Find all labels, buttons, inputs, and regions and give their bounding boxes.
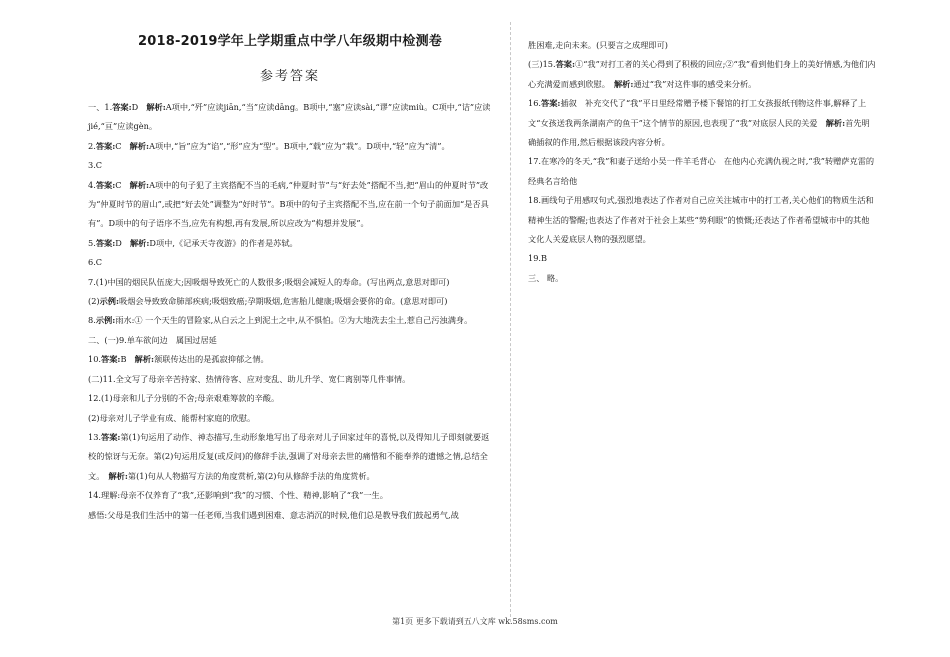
- answer-text: 7.(1)中国的烟民队伍庞大;因吸烟导致死亡的人数很多;吸烟会减短人的寿命。(写出两点,意思对即可): [88, 276, 450, 287]
- answer-text: 第(1)句从人物描写方法的角度赏析,第(2)句从修辞手法的角度赏析。: [127, 470, 375, 481]
- document-title: 2018-2019学年上学期重点中学八年级期中检测卷: [138, 34, 442, 49]
- answer-text: (三)15.: [528, 59, 556, 70]
- answer-label: 答案:: [101, 431, 121, 442]
- left-column: [88, 30, 492, 525]
- left-answers: [88, 98, 492, 525]
- answer-text: 17.在寒冷的冬天,“我”和妻子送给小吴一件羊毛背心 在他内心充满仇视之时,“我”转赠萨克雷的经典名言给他: [528, 156, 875, 186]
- answer-label: 解析:: [134, 354, 155, 365]
- answer-text: 插叙 补充交代了“我”平日里经常赠予楼下餐馆的打工女孩报纸刊物这件事,解释了上文“女孩送我两条湖南产的鱼干”这个情节的原因,也表现了“我”对底层人民的关爱: [528, 98, 867, 128]
- answer-text: 吸烟会导致致命肺部疾病;吸烟致癌;孕期吸烟,危害胎儿健康;吸烟会要你的命。(意思对即可): [119, 296, 448, 307]
- answer-label: 解析:: [825, 117, 846, 128]
- answer-text: 首先明确插叙的作用,然后根据该段内容分析。: [528, 117, 870, 148]
- answer-line: [528, 269, 876, 288]
- answer-line: [528, 249, 876, 268]
- answer-text: 19.B: [528, 253, 548, 264]
- answer-label: 解析:: [129, 140, 150, 151]
- answer-text: ①“我”对打工者的关心得到了积极的回应;②“我”看到他们身上的美好情感,为他们内心充满爱而感到欣慰。: [528, 59, 876, 89]
- answer-line: [88, 409, 492, 428]
- answer-label: 答案:: [95, 179, 116, 190]
- answer-text: (2): [88, 296, 100, 307]
- answer-label: 解析:: [129, 179, 150, 190]
- answer-line: [528, 191, 876, 249]
- answer-text: 5.: [88, 237, 96, 248]
- answer-label: 解析:: [613, 78, 634, 89]
- answer-line: [88, 311, 492, 330]
- answer-label: 答案:: [101, 354, 121, 365]
- answer-text: 一、1.: [88, 102, 113, 112]
- answer-text: 颔联传达出的是孤寂抑郁之情。: [154, 354, 269, 365]
- answer-text: 16.: [528, 98, 542, 109]
- answer-line: [88, 273, 492, 292]
- answer-text: 2.: [88, 140, 96, 151]
- answer-line: [88, 98, 492, 137]
- answer-label: 示例:: [95, 315, 116, 326]
- answer-line: [88, 506, 492, 525]
- answer-label: 解析:: [129, 237, 150, 248]
- answer-label: 答案:: [541, 98, 561, 109]
- answer-line: [88, 137, 492, 156]
- answer-text: C: [115, 179, 130, 190]
- answer-label: 解析:: [146, 102, 166, 112]
- answer-text: D: [131, 102, 147, 112]
- answer-text: 14.理解:母亲不仅养育了“我”,还影响到“我”的习惯、个性、精神,影响了“我”一生。: [88, 490, 388, 501]
- answer-text: 第(1)句运用了动作、神态描写,生动形象地写出了母亲对儿子回家过年的喜悦,以及得知儿子即刻就要返校的惊讶与无奈。第(2)句运用反复(或反问)的修辞手法,强调了对母亲去世的痛惜和不能奉养的遗憾之情,总结全文。: [88, 431, 490, 481]
- document-subtitle: 参考答案: [259, 69, 320, 84]
- answer-text: 二、(一)9.单车欲问边 属国过居延: [88, 334, 217, 345]
- answer-label: 示例:: [99, 296, 120, 307]
- answer-text: 6.C: [88, 257, 103, 268]
- answer-line: [88, 292, 492, 311]
- answer-line: [88, 156, 492, 175]
- answer-text: 雨水:① 一个天生的冒险家,从白云之上到泥土之中,从不惧怕。②为大地洗去尘土,惹自己污浊满身。: [115, 315, 473, 326]
- answer-text: D项中,《记承天寺夜游》的作者是苏轼。: [149, 237, 298, 248]
- answer-label: 解析:: [108, 470, 128, 481]
- answer-line: [528, 36, 876, 55]
- answer-line: [88, 350, 492, 369]
- answer-line: [88, 234, 492, 253]
- answer-text: 8.: [88, 315, 96, 326]
- answer-line: [88, 176, 492, 234]
- answer-text: 胜困难,走向未来。(只要言之成理即可): [528, 40, 668, 50]
- answer-text: (二)11.全文写了母亲辛苦持家、热情待客、应对变乱、助儿升学、宽仁离别等几件事情。: [88, 373, 411, 384]
- answer-line: [88, 428, 492, 486]
- column-divider: [510, 22, 512, 622]
- answer-label: 答案:: [112, 102, 132, 112]
- answer-text: (2)母亲对儿子学业有成、能帮村家庭的欣慰。: [88, 412, 256, 423]
- answer-label: 答案:: [95, 237, 116, 248]
- page-footer: 第1页 更多下载请到五八文库 wk.58sms.com: [392, 617, 558, 626]
- answer-text: 18.画线句子用感叹句式,强烈地表达了作者对自己应关注城市中的打工者,关心他们的物质生活和精神生活的警醒;也表达了作者对于社会上某些“势利眼”的愤慨;还表达了作者希望城市中的其他文化人关爱底层人物的强烈愿望。: [528, 195, 874, 245]
- answer-text: A项中,“歼”应读jiān,“当”应读dāng。B项中,“塞”应读sài,“谬”应读miù。C项中,“诘”应读jié,“亘”应读gèn。: [88, 102, 491, 132]
- answer-line: [88, 370, 492, 389]
- answer-line: [88, 331, 492, 350]
- answer-text: 12.(1)母亲和儿子分别的不舍;母亲艰难筹款的辛酸。: [88, 393, 280, 404]
- answer-text: 4.: [88, 179, 96, 190]
- answer-line: [528, 152, 876, 191]
- answer-text: C: [115, 140, 130, 151]
- answer-text: 3.C: [88, 160, 103, 171]
- answer-text: 感悟:父母是我们生活中的第一任老师,当我们遇到困难、意志消沉的时候,他们总是教导我们鼓起勇气,战: [88, 509, 459, 520]
- answer-line: [528, 55, 876, 94]
- answer-text: A项中,“旨”应为“谄”,“形”应为“型”。B项中,“载”应为“栽”。D项中,“轻”应为“清”。: [149, 140, 450, 151]
- answer-line: [88, 253, 492, 272]
- answer-text: B: [120, 354, 135, 365]
- answer-text: 通过“我”对这件事的感受来分析。: [633, 78, 757, 89]
- answer-line: [88, 486, 492, 505]
- answer-text: 三、 略。: [528, 272, 564, 283]
- right-answers: [528, 36, 876, 288]
- answer-line: [528, 94, 876, 152]
- answer-text: 13.: [88, 431, 102, 442]
- right-column: [528, 36, 876, 288]
- answer-label: 答案:: [555, 59, 576, 70]
- answer-text: D: [115, 237, 130, 248]
- answer-text: A项中的句子犯了主宾搭配不当的毛病,“仲夏时节”与“好去处”搭配不当,把“眉山的仲夏时节”改为“仲夏时节的眉山”,或把“好去处”调整为“好时节”。B项中的句子主宾搭配不当,应在前一个句子前面加“是否具有”。D项中的句子语序不当,应先有构想,再有发展,所以应改为“构想并发展”。: [88, 179, 489, 229]
- answer-text: 10.: [88, 354, 102, 365]
- answer-label: 答案:: [95, 140, 116, 151]
- answer-line: [88, 389, 492, 408]
